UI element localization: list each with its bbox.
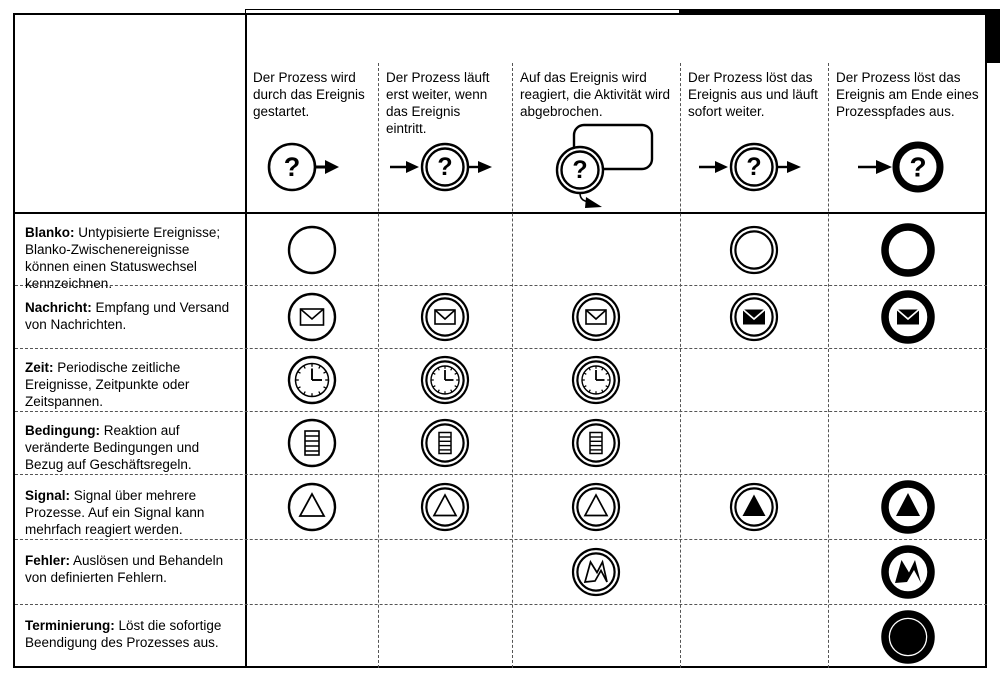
column-description-start: Der Prozess wird durch das Ereignis gestartet.	[253, 70, 365, 119]
row-text: Reaktion auf veränderte Bedingungen und Bezug auf Geschäftsregeln.	[25, 423, 200, 472]
row-text: Periodische zeitliche Ereignisse, Zeitpunkte oder Zeitspannen.	[25, 360, 190, 409]
double-circle-blank-icon	[680, 214, 828, 285]
svg-text:?: ?	[283, 152, 300, 182]
row-label-zeit	[15, 351, 243, 411]
start-message-icon	[245, 286, 378, 348]
row-text: Untypisierte Ereignisse; Blanko-Zwischenereignisse können einen Statuswechsel kennzeichnen.	[25, 225, 221, 291]
end-event-question-icon	[828, 123, 987, 211]
row-term: Bedingung:	[25, 423, 100, 438]
row-label-fehler	[15, 544, 243, 604]
row-label-signal	[15, 479, 243, 539]
boundary-signal-icon	[512, 475, 680, 539]
intermediate-catch-conditional-icon	[378, 412, 512, 474]
end-terminate-icon	[828, 605, 987, 668]
row-term: Zeit:	[25, 360, 54, 375]
start-event-question-icon	[245, 123, 378, 211]
boundary-conditional-icon	[512, 412, 680, 474]
boundary-error-icon	[512, 540, 680, 604]
boundary-interrupting-event-question-icon	[512, 123, 680, 211]
thin-circle-blank-icon	[245, 214, 378, 285]
start-signal-icon	[245, 475, 378, 539]
intermediate-throw-signal-icon	[680, 475, 828, 539]
column-description-intermediate-catch: Der Prozess läuft erst weiter, wenn das Ereignis eintritt.	[386, 70, 490, 136]
row-text: Löst die sofortige Beendigung des Prozesses aus.	[25, 618, 222, 650]
row-text: Auslösen und Behandeln von definierten Fehlern.	[25, 553, 224, 585]
end-error-icon	[828, 540, 987, 604]
intermediate-catch-event-question-icon	[378, 123, 512, 211]
svg-text:?: ?	[746, 153, 762, 181]
svg-text:?: ?	[908, 151, 927, 183]
row-term: Blanko:	[25, 225, 75, 240]
intermediate-catch-timer-icon	[378, 349, 512, 411]
svg-text:?: ?	[437, 153, 453, 181]
start-conditional-icon	[245, 412, 378, 474]
thick-circle-blank-icon	[828, 214, 987, 285]
row-text: Signal über mehrere Prozesse. Auf ein Signal kann mehrfach reagiert werden.	[25, 488, 205, 537]
end-signal-icon	[828, 475, 987, 539]
row-text: Empfang und Versand von Nachrichten.	[25, 300, 230, 332]
row-term: Nachricht:	[25, 300, 92, 315]
intermediate-catch-signal-icon	[378, 475, 512, 539]
row-label-blanko	[15, 216, 243, 291]
column-description-end: Der Prozess löst das Ereignis am Ende eines Prozesspfades aus.	[836, 70, 979, 119]
row-term: Signal:	[25, 488, 71, 503]
column-description-intermediate-throw: Der Prozess löst das Ereignis aus und läuft sofort weiter.	[688, 70, 818, 119]
row-label-nachricht	[15, 291, 243, 348]
row-term: Fehler:	[25, 553, 71, 568]
intermediate-throw-event-question-icon	[680, 123, 828, 211]
row-label-terminierung	[15, 609, 243, 669]
boundary-message-icon	[512, 286, 680, 348]
intermediate-catch-message-icon	[378, 286, 512, 348]
start-timer-icon	[245, 349, 378, 411]
intermediate-throw-message-icon	[680, 286, 828, 348]
row-label-bedingung	[15, 414, 243, 474]
boundary-timer-icon	[512, 349, 680, 411]
svg-text:?: ?	[572, 156, 588, 184]
end-message-icon	[828, 286, 987, 348]
column-description-boundary: Auf das Ereignis wird reagiert, die Aktivität wird abgebrochen.	[520, 70, 671, 119]
row-term: Terminierung:	[25, 618, 115, 633]
